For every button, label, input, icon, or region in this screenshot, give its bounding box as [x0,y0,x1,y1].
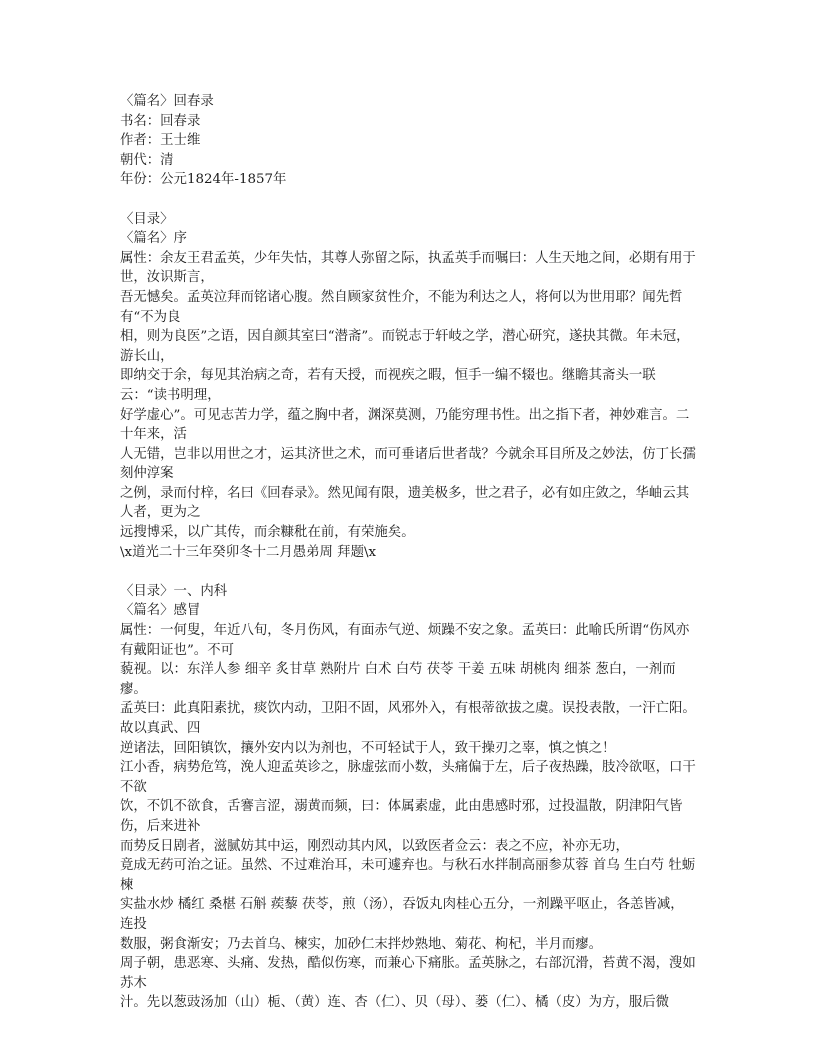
section-paragraph-line: 藐视。以：东洋人参 细辛 炙甘草 熟附片 白术 白芍 茯苓 干姜 五味 胡桃肉 细茶 葱白，一剂而瘳。 [120,662,676,697]
year-line: 年份：公元1824年-1857年 [120,172,287,188]
preface-paragraph-line: 相，则为良医”之语，因自颜其室曰“潜斋”。而锐志于轩岐之学，潜心研究，遂抉其微。年未冠，游长山， [120,329,690,364]
section-title: 〈篇名〉感冒 [120,603,201,619]
section-block [120,582,700,1013]
spacer [120,562,696,582]
preface-title: 〈篇名〉序 [120,231,187,247]
toc-line: 〈目录〉 [120,211,174,227]
preface-paragraph-line: 远搜博采，以广其传，而余糠秕在前，有荣施矣。 [120,525,415,541]
section-paragraph-line: 江小香，病势危笃，浼人迎孟英诊之，脉虚弦而小数，头痛偏于左，后子夜热躁，肢冷欲呕，口干不欲 [120,760,696,795]
section-paragraph-line: 实盐水炒 橘红 桑椹 石斛 蒺藜 茯苓，煎（汤），吞饭丸肉桂心五分，一剂躁平呕止，各恙皆减，连投 [120,897,684,932]
section-paragraph-line: 周子朝，患恶寒、头痛、发热，酷似伤寒，而兼心下痛胀。孟英脉之，右部沉滑，苔黄不渴，溲如苏木 [120,956,696,991]
section-paragraph-line: 汁。先以葱豉汤加（山）栀、（黄）连、杏（仁）、贝（母）、蒌（仁）、橘（皮）为方，服后微 [120,995,669,1011]
section-paragraph-line: 而势反日剧者，滋腻妨其中运，刚烈动其内风，以致医者佥云：表之不应，补亦无功， [120,838,629,854]
header-block [120,92,696,190]
author-line: 作者：王士维 [120,133,201,149]
section-paragraph-line: 数服，粥食渐安；乃去首乌、楝实，加砂仁末拌炒熟地、菊花、枸杞，半月而瘳。 [120,936,603,952]
section-paragraph-line: 属性：一何叟，年近八旬，冬月伤风，有面赤气逆、烦躁不安之象。孟英曰：此喻氏所谓“伤风亦有戴阳证也”。不可 [120,623,690,658]
preface-paragraph-line: 吾无憾矣。孟英泣拜而铭诸心腹。然自顾家贫性介，不能为利达之人，将何以为世用耶？闻先哲有“不为良 [120,289,683,325]
preface-signature: \x道光二十三年癸卯冬十二月愚弟周 拜题\x [120,544,377,560]
preface-block [120,210,696,563]
preface-paragraph-line: 属性：余友王君孟英，少年失怙，其尊人弥留之际，执孟英手而嘱曰：人生天地之间，必期有用于世，汝识斯言， [120,250,696,286]
dynasty-line: 朝代：清 [120,152,174,168]
preface-paragraph-line: 即纳交于余，每见其治病之奇，若有天授，而视疾之暇，恒手一编不辍也。继瞻其斋头一联云：“读书明理， [120,368,656,403]
section-paragraph-line: 逆诸法，回阳镇饮，攘外安内以为剂也，不可轻试于人，致干操刃之辜，慎之慎之！ [120,740,616,756]
section-paragraph-line: 饮，不饥不欲食，舌謇言涩，溺黄而频，曰：体属素虚，此由患感时邪，过投温散，阴津阳气皆伤，后来进补 [120,799,683,834]
title-line: 〈篇名〉回春录 [120,94,214,109]
preface-paragraph-line: 之例，录而付梓，名曰《回春录》。然见闻有限，遗美极多，世之君子，必有如庄敛之，华岫云其人者，更为之 [120,485,690,521]
section-paragraph-line: 竟成无药可治之证。虽然、不过难治耳，未可遽弃也。与秋石水拌制高丽参苁蓉 首乌 生白芍 牡蛎 楝 [120,858,700,893]
section-toc-line: 〈目录〉一、内科 [120,583,228,599]
preface-paragraph-line: 人无错，岂非以用世之才，运其济世之术，而可垂诸后世者哉？今就余耳目所及之妙法，仿丁长孺刻仲淳案 [120,446,696,482]
spacer [120,190,696,210]
section-paragraph-line: 孟英曰：此真阳素扰，痰饮内动，卫阳不固，风邪外入，有根蒂欲拔之虞。误投表散，一汗亡阳。故以真武、四 [120,701,696,736]
book-name-line: 书名：回春录 [120,113,201,129]
preface-paragraph-line: 好学虚心”。可见志苦力学，蕴之胸中者，渊深莫测，乃能穷理书性。出之指下者，神妙难言。二十年来，活 [120,407,690,443]
document-page [120,92,700,1013]
